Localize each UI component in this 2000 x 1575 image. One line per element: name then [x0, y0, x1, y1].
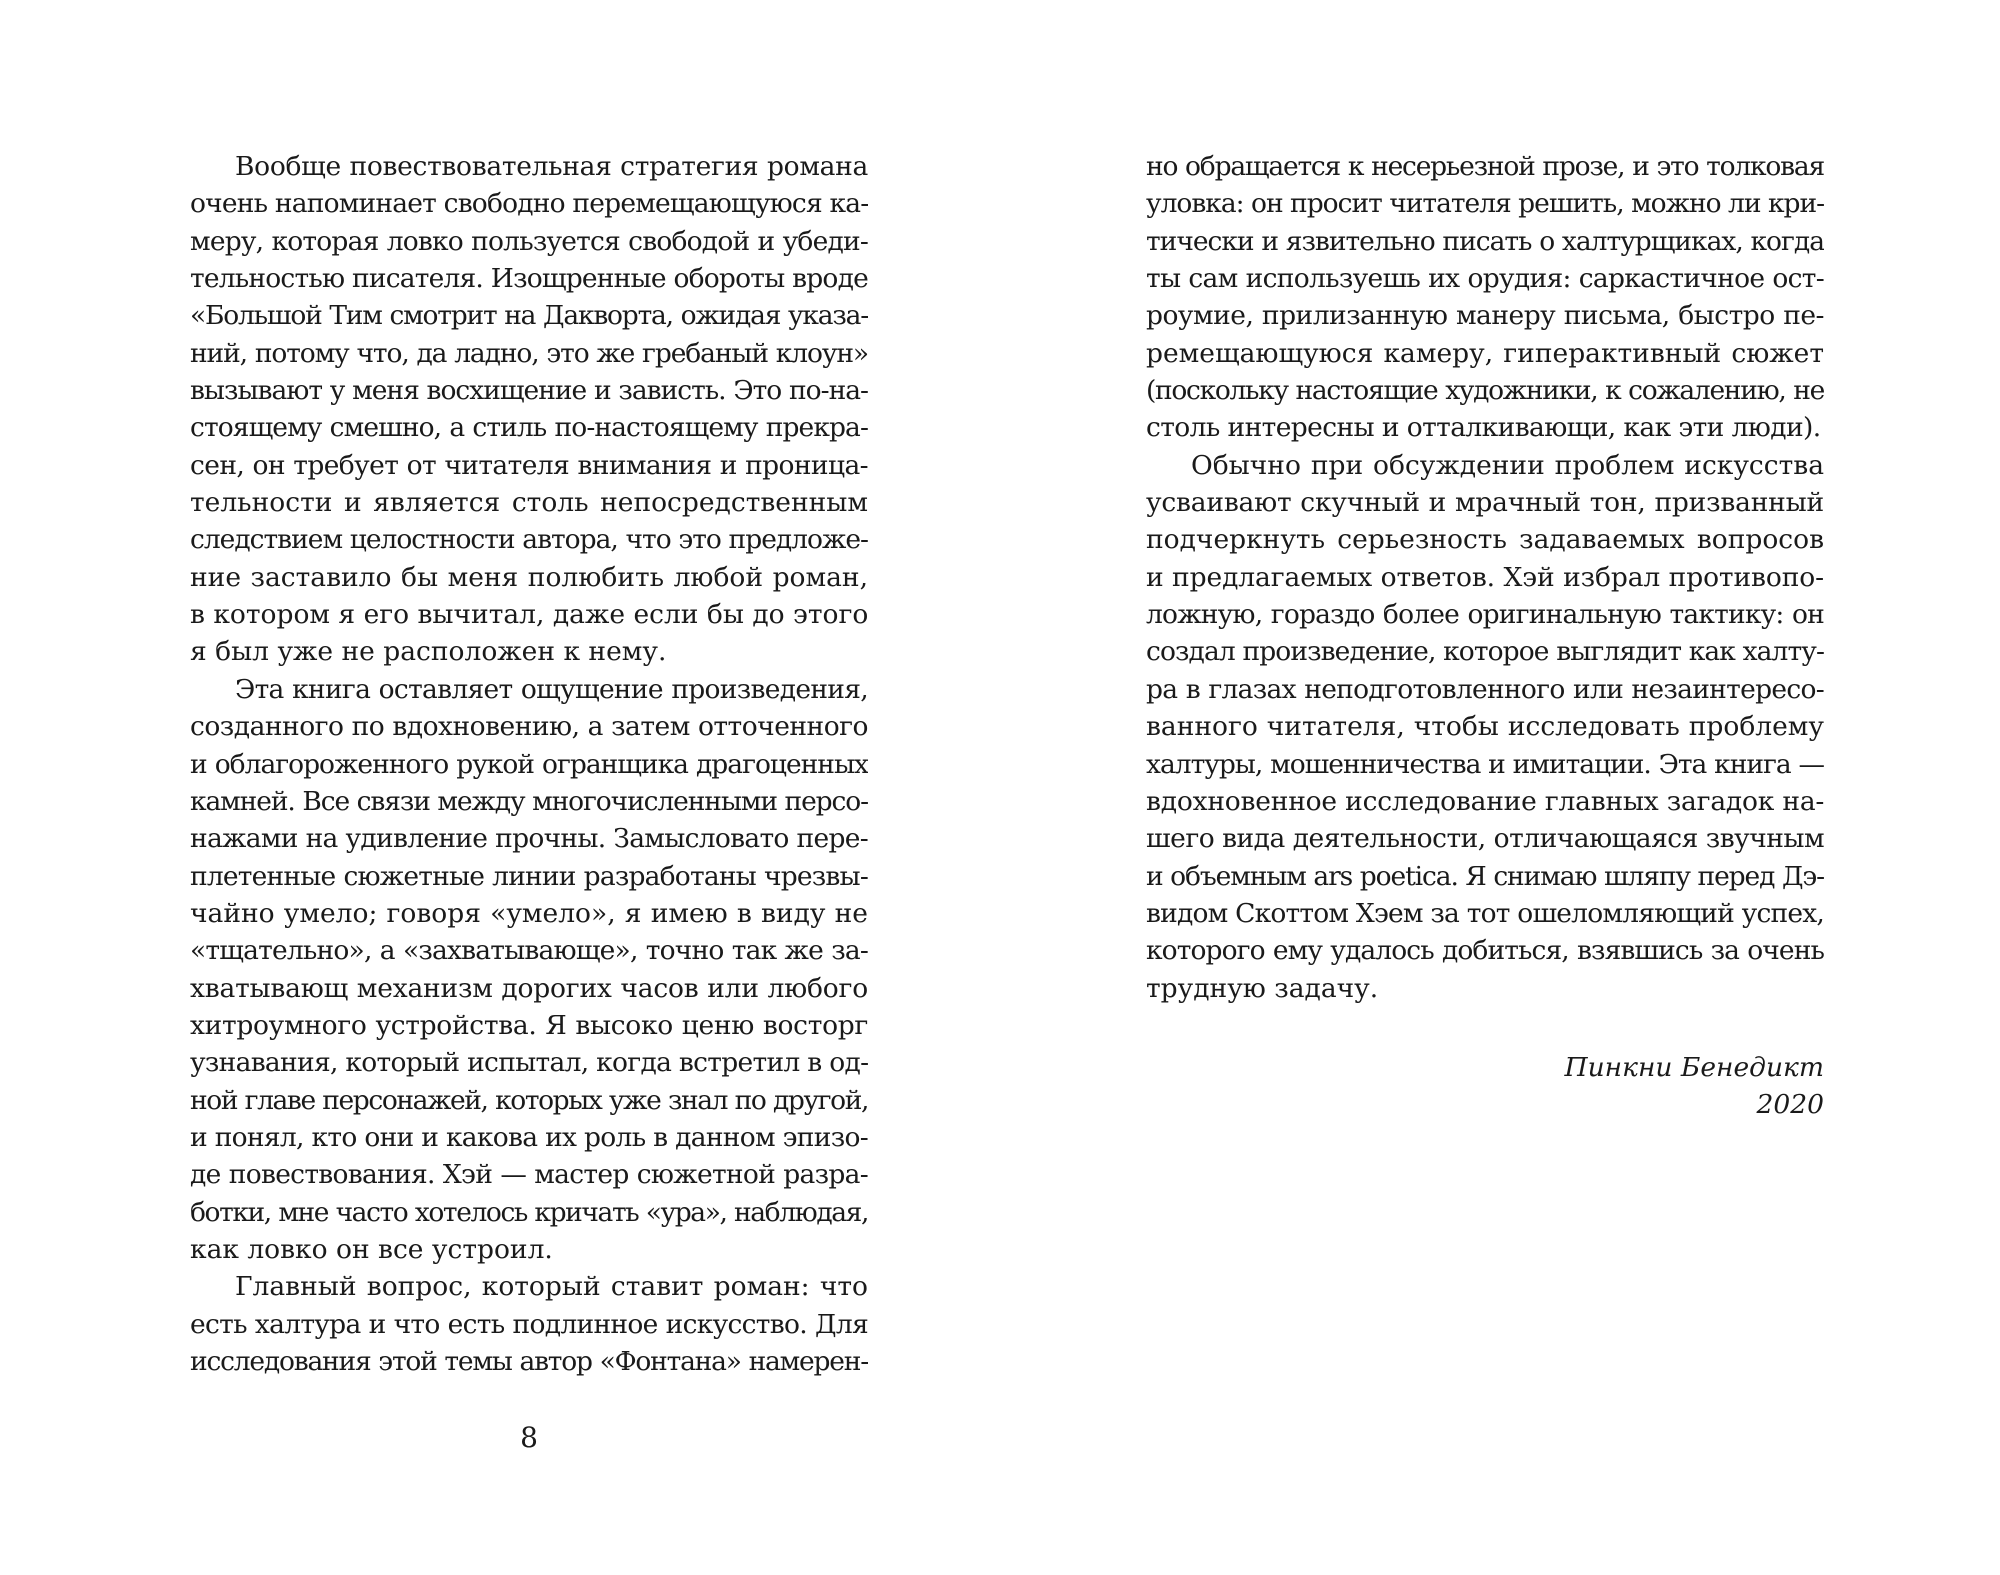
text-line: и понял, кто они и какова их роль в данном эпизо-	[190, 1121, 868, 1153]
text-line: стоящему смешно, а стиль по-настоящему прекра-	[190, 412, 868, 444]
text-line: тельности и является столь непосредственным	[190, 487, 868, 519]
text-line: хватывающ механизм дорогих часов или любого	[190, 972, 868, 1004]
text-line: ремещающуюся камеру, гиперактивный сюжет	[1146, 337, 1824, 369]
signature-author: Пинкни Бенедикт	[1564, 1052, 1824, 1083]
text-line: исследования этой темы автор «Фонтана» намерен-	[190, 1346, 868, 1377]
text-line: вызывают у меня восхищение и зависть. Это по-на-	[190, 375, 868, 407]
text-line: подчеркнуть серьезность задаваемых вопросов	[1146, 524, 1824, 556]
text-line: ний, потому что, да ладно, это же гребаный клоун»	[190, 337, 868, 369]
text-line: ботки, мне часто хотелось кричать «ура», наблюдая,	[190, 1196, 868, 1228]
text-line: роумие, прилизанную манеру письма, быстро пе-	[1146, 300, 1824, 332]
text-line: Главный вопрос, который ставит роман: что	[235, 1271, 868, 1303]
text-line: ной главе персонажей, которых уже знал по другой,	[190, 1084, 868, 1116]
text-line: чайно умело; говоря «умело», я имею в виду не	[190, 897, 868, 929]
text-line: в котором я его вычитал, даже если бы до этого	[190, 599, 868, 631]
text-line: камней. Все связи между многочисленными персо-	[190, 785, 868, 817]
text-line: сен, он требует от читателя внимания и проница-	[190, 449, 868, 481]
text-line: и предлагаемых ответов. Хэй избрал противопо-	[1146, 561, 1824, 593]
text-line: хитроумного устройства. Я высоко ценю восторг	[190, 1009, 868, 1041]
text-line: меру, которая ловко пользуется свободой и убеди-	[190, 225, 868, 257]
text-line: узнавания, который испытал, когда встретил в од-	[190, 1047, 868, 1079]
text-line: ты сам используешь их орудия: саркастичное ост-	[1146, 263, 1824, 295]
text-line: создал произведение, которое выглядит как халту-	[1146, 636, 1824, 668]
text-line: есть халтура и что есть подлинное искусство. Для	[190, 1308, 868, 1340]
text-line: как ловко он все устроил.	[190, 1233, 553, 1265]
right-page	[1000, 0, 2000, 1575]
text-line: очень напоминает свободно перемещающуюся ка-	[190, 188, 868, 220]
text-line: Эта книга оставляет ощущение произведения,	[235, 673, 868, 705]
text-line: столь интересны и отталкивающи, как эти люди).	[1146, 412, 1821, 444]
text-line: шего вида деятельности, отличающаяся звучным	[1146, 823, 1824, 855]
text-line: и объемным ars poetica. Я снимаю шляпу перед Дэ-	[1146, 860, 1824, 892]
text-line: нажами на удивление прочны. Замысловато пере-	[190, 823, 868, 855]
text-line: тельностью писателя. Изощренные обороты вроде	[190, 263, 868, 295]
text-line: Вообще повествовательная стратегия романа	[235, 151, 868, 182]
text-line: ложную, гораздо более оригинальную тактику: он	[1146, 599, 1824, 631]
text-line: «тщательно», а «захватывающе», точно так же за-	[190, 935, 868, 967]
text-line: усваивают скучный и мрачный тон, призванный	[1146, 487, 1824, 519]
signature-year: 2020	[1756, 1089, 1824, 1121]
signature-block	[1146, 1049, 1824, 1124]
text-line: и облагороженного рукой огранщика драгоценных	[190, 748, 868, 780]
text-line: я был уже не расположен к нему.	[190, 636, 667, 668]
text-line: Обычно при обсуждении проблем искусства	[1191, 449, 1824, 481]
text-line: ра в глазах неподготовленного или незаинтересо-	[1146, 673, 1824, 705]
text-line: де повествования. Хэй — мастер сюжетной разра-	[190, 1159, 868, 1191]
right-text-column	[1146, 148, 1824, 1007]
text-line: созданного по вдохновению, а затем отточенного	[190, 711, 868, 743]
text-line: ванного читателя, чтобы исследовать проблему	[1146, 711, 1824, 743]
text-line: ние заставило бы меня полюбить любой роман,	[190, 561, 868, 593]
text-line: халтуры, мошенничества и имитации. Эта книга —	[1146, 748, 1824, 780]
page-number: 8	[520, 1421, 538, 1454]
text-line: видом Скоттом Хэем за тот ошеломляющий успех,	[1146, 897, 1824, 929]
text-line: вдохновенное исследование главных загадок на-	[1146, 785, 1824, 817]
left-text-column	[190, 148, 868, 1380]
text-line: тически и язвительно писать о халтурщиках, когда	[1146, 225, 1824, 257]
text-line: но обращается к несерьезной прозе, и это толковая	[1146, 151, 1824, 182]
text-line: уловка: он просит читателя решить, можно ли кри-	[1146, 188, 1824, 220]
text-line: которого ему удалось добиться, взявшись за очень	[1146, 935, 1824, 967]
text-line: следствием целостности автора, что это предложе-	[190, 524, 868, 556]
text-line: трудную задачу.	[1146, 972, 1379, 1004]
text-line: «Большой Тим смотрит на Дакворта, ожидая указа-	[190, 300, 868, 332]
text-line: плетенные сюжетные линии разработаны чрезвы-	[190, 860, 868, 892]
text-line: (поскольку настоящие художники, к сожалению, не	[1146, 375, 1824, 407]
